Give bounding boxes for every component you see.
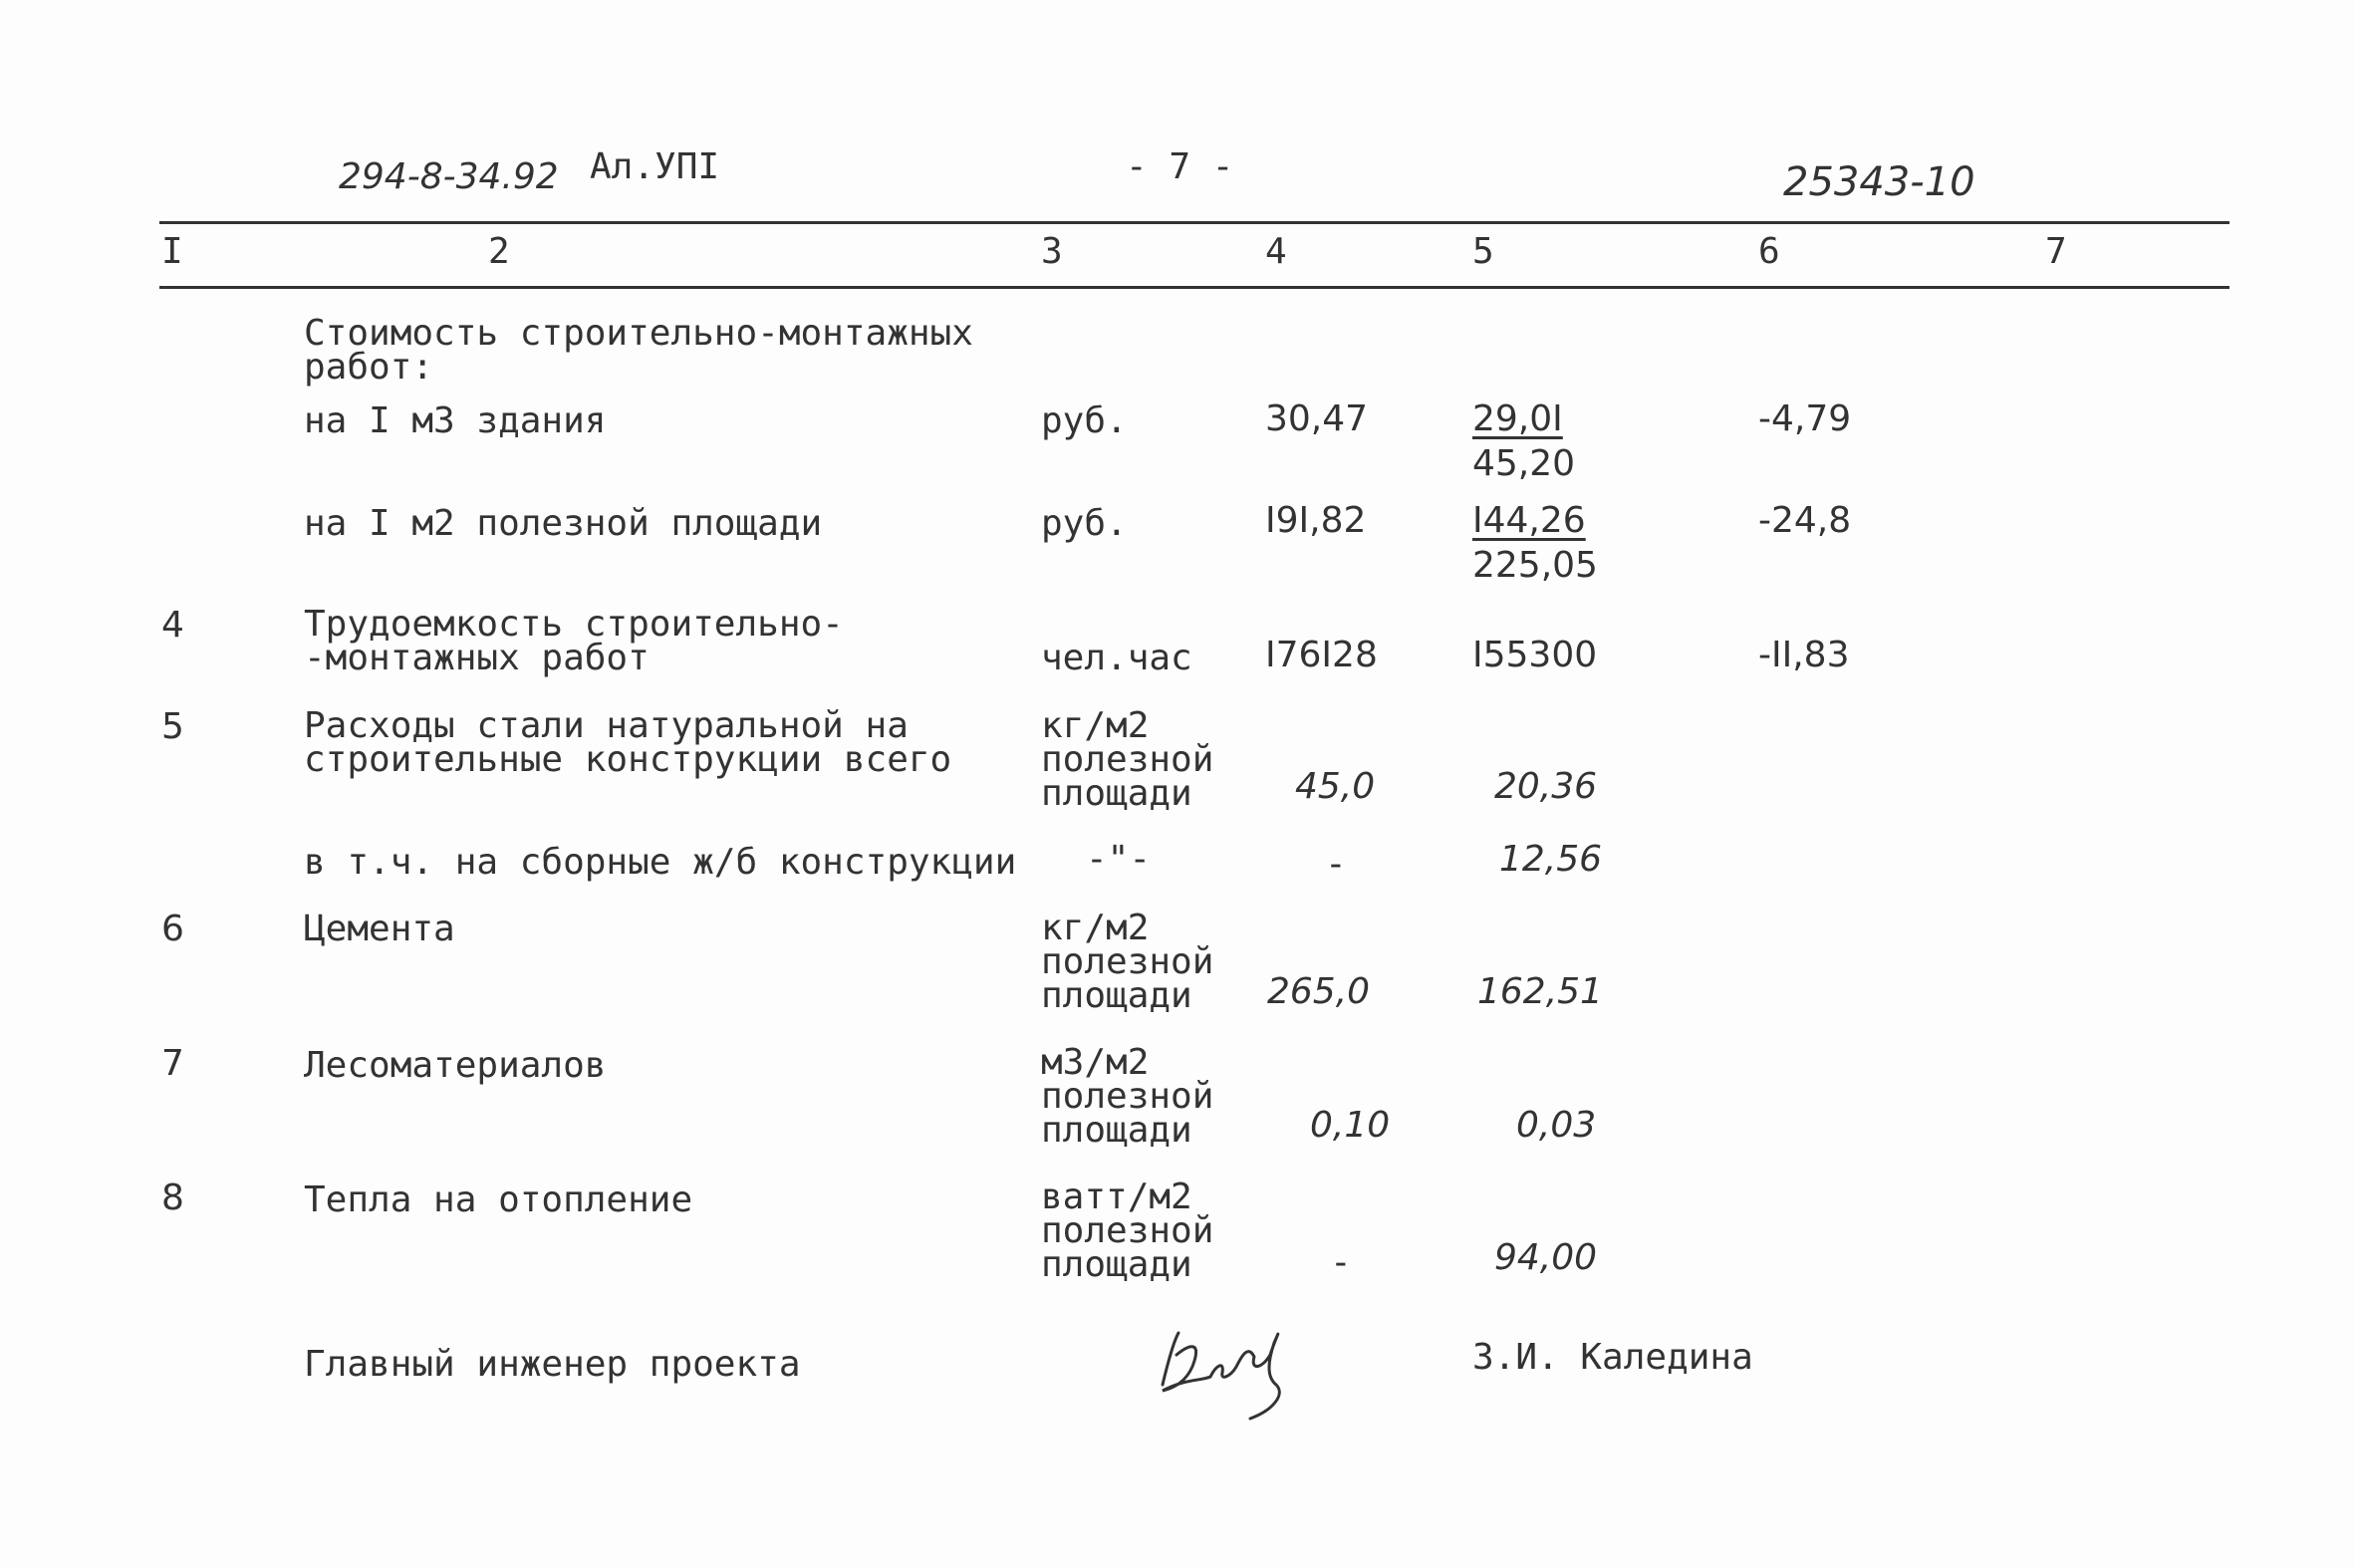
- col-header-2: 2: [488, 231, 510, 272]
- header-rule: [159, 286, 2229, 289]
- per-m3-unit: руб.: [1041, 400, 1128, 441]
- steel-precast-value-5: 12,56: [1499, 839, 1603, 880]
- per-m2-unit: руб.: [1041, 503, 1128, 544]
- chief-engineer-name: З.И. Каледина: [1472, 1337, 1753, 1378]
- col-header-7: 7: [2045, 231, 2067, 272]
- cement-label: Цемента: [304, 909, 455, 949]
- col-header-6: 6: [1758, 231, 1780, 272]
- heat-value-4: -: [1330, 1242, 1352, 1283]
- steel-precast-label: в т.ч. на сборные ж/б конструкции: [304, 842, 1017, 883]
- timber-label: Лесоматериалов: [304, 1045, 607, 1086]
- cost-title: Стоимость строительно-монтажных работ:: [304, 313, 973, 388]
- per-m3-label: на I м3 здания: [304, 400, 607, 441]
- per-m2-label: на I м2 полезной площади: [304, 503, 823, 544]
- heat-unit: ватт/м2 полезной площади: [1041, 1176, 1214, 1285]
- col-header-4: 4: [1265, 231, 1287, 272]
- row-number-4: 4: [161, 605, 184, 646]
- timber-value-5: 0,03: [1516, 1105, 1597, 1146]
- album-code: Ал.УПI: [590, 146, 720, 187]
- per-m2-value-6: -24,8: [1758, 500, 1852, 541]
- timber-value-4: 0,10: [1310, 1105, 1391, 1146]
- cement-value-5: 162,51: [1477, 971, 1603, 1012]
- heat-value-5: 94,00: [1494, 1237, 1598, 1278]
- per-m2-value-4: I9I,82: [1265, 500, 1367, 541]
- per-m2-value-5-top: I44,26: [1472, 500, 1586, 541]
- steel-label: Расходы стали натуральной на строительные конструкции всего: [304, 705, 952, 780]
- steel-unit: кг/м2 полезной площади: [1041, 705, 1214, 814]
- inventory-number: 25343-10: [1783, 159, 1975, 205]
- steel-precast-value-4: -: [1325, 844, 1347, 885]
- doc-code: 294-8-34.92: [339, 156, 559, 197]
- labor-unit: чел.час: [1041, 638, 1192, 678]
- steel-value-4: 45,0: [1295, 766, 1376, 807]
- labor-value-4: I76I28: [1265, 635, 1378, 675]
- cement-value-4: 265,0: [1267, 971, 1371, 1012]
- steel-value-5: 20,36: [1494, 766, 1598, 807]
- per-m3-value-6: -4,79: [1758, 398, 1852, 439]
- labor-value-5: I55300: [1472, 635, 1598, 675]
- row-number-6: 6: [161, 909, 184, 949]
- row-number-7: 7: [161, 1043, 184, 1084]
- timber-unit: м3/м2 полезной площади: [1041, 1042, 1214, 1151]
- signature-icon: [1151, 1315, 1310, 1425]
- labor-label: Трудоемкость строительно- -монтажных работ: [304, 604, 844, 678]
- per-m3-value-4: 30,47: [1265, 398, 1369, 439]
- page-number: - 7 -: [1126, 146, 1234, 187]
- top-rule: [159, 221, 2229, 224]
- per-m3-value-5-bottom: 45,20: [1472, 443, 1576, 484]
- col-header-3: 3: [1041, 231, 1063, 272]
- per-m3-value-5-top: 29,0I: [1472, 398, 1563, 439]
- chief-engineer-title: Главный инженер проекта: [304, 1344, 801, 1385]
- row-number-5: 5: [161, 706, 184, 747]
- heat-label: Тепла на отопление: [304, 1179, 693, 1220]
- per-m2-value-5-bottom: 225,05: [1472, 545, 1598, 586]
- labor-value-6: -II,83: [1758, 635, 1850, 675]
- steel-precast-unit: -"-: [1086, 839, 1152, 880]
- cement-unit: кг/м2 полезной площади: [1041, 908, 1214, 1016]
- col-header-1: I: [161, 231, 183, 272]
- row-number-8: 8: [161, 1177, 184, 1218]
- col-header-5: 5: [1472, 231, 1494, 272]
